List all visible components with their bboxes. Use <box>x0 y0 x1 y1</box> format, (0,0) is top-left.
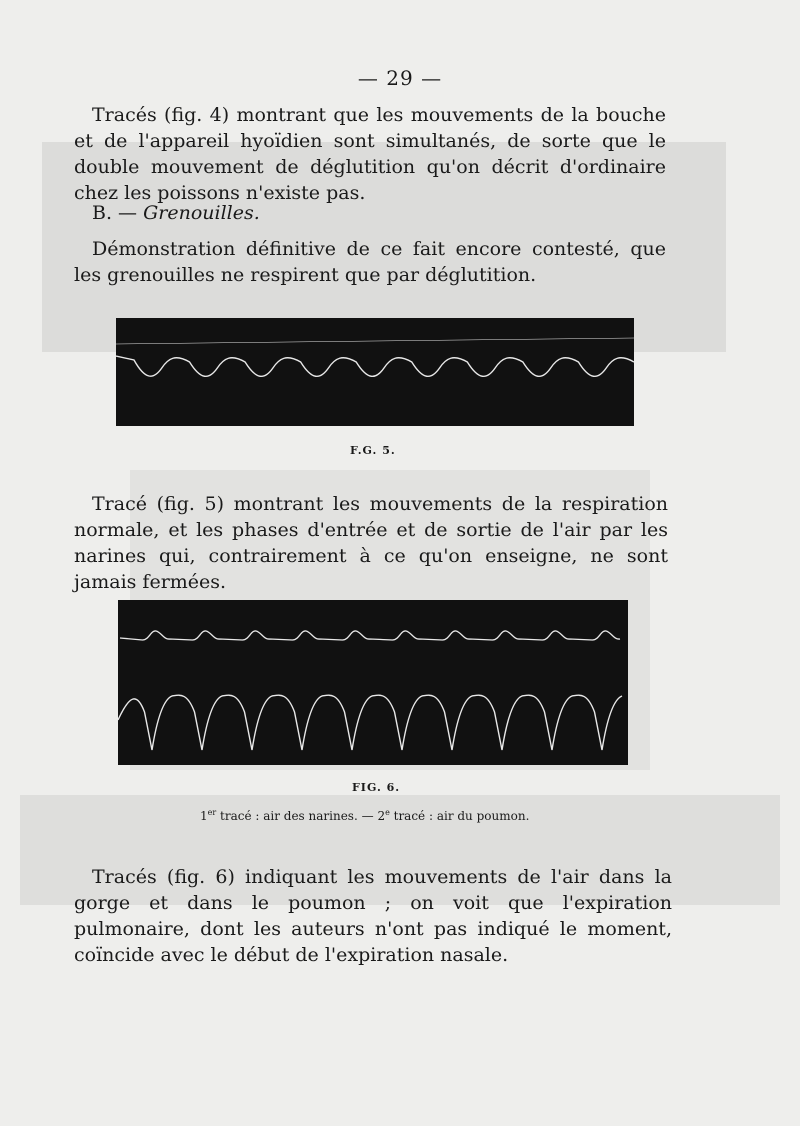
figure-5-baseline <box>116 338 634 344</box>
figure-6-traces <box>118 600 628 765</box>
section-heading <box>92 202 260 224</box>
paragraph-demonstration: Démonstration définitive de ce fait encore contesté, que les grenouilles ne respirent que par déglutition. <box>74 238 666 286</box>
figure-6-legend <box>200 808 529 823</box>
legend-second-sup: e <box>385 808 390 817</box>
legend-second-number: 2 <box>377 809 386 823</box>
figure-6-upper-trace <box>120 631 620 640</box>
section-title: Grenouilles. <box>143 202 260 224</box>
figure-5-respiration-curve <box>116 356 634 376</box>
figure-5-plate <box>116 318 634 426</box>
paragraph-fig4: Tracés (fig. 4) montrant que les mouvements de la bouche et de l'appareil hyoïdien sont simultanés, de sorte que le double mouvement de déglutition qu'on décrit d'ordinaire chez les poissons n'existe pas. <box>74 104 666 204</box>
legend-second-text: tracé : air du poumon. <box>389 809 530 823</box>
paragraph-fig5: Tracé (fig. 5) montrant les mouvements de la respiration normale, et les phases d'entrée et de sortie de l'air par les narines qui, contrairement à ce qu'on enseigne, ne sont jamais fermées. <box>74 493 668 593</box>
figure-6-plate <box>118 600 628 765</box>
legend-first-sup: er <box>207 808 217 817</box>
figure-5-caption: F.G. 5. <box>350 444 396 457</box>
page-number: — 29 — <box>357 66 443 90</box>
figure-6-caption: FIG. 6. <box>352 781 401 794</box>
figure-5-trace <box>116 318 634 426</box>
legend-separator: — <box>357 809 378 823</box>
section-label: B. — <box>92 202 138 224</box>
paragraph-fig6: Tracés (fig. 6) indiquant les mouvements de l'air dans la gorge et dans le poumon ; on voit que l'expiration pulmonaire, dont les auteurs n'ont pas indiqué le moment, coïncide avec le début de l'expiration nasale. <box>74 866 672 966</box>
legend-first-number: 1 <box>200 809 208 823</box>
legend-first-text: tracé : air des narines. <box>216 809 358 823</box>
figure-6-lower-trace <box>118 695 622 750</box>
